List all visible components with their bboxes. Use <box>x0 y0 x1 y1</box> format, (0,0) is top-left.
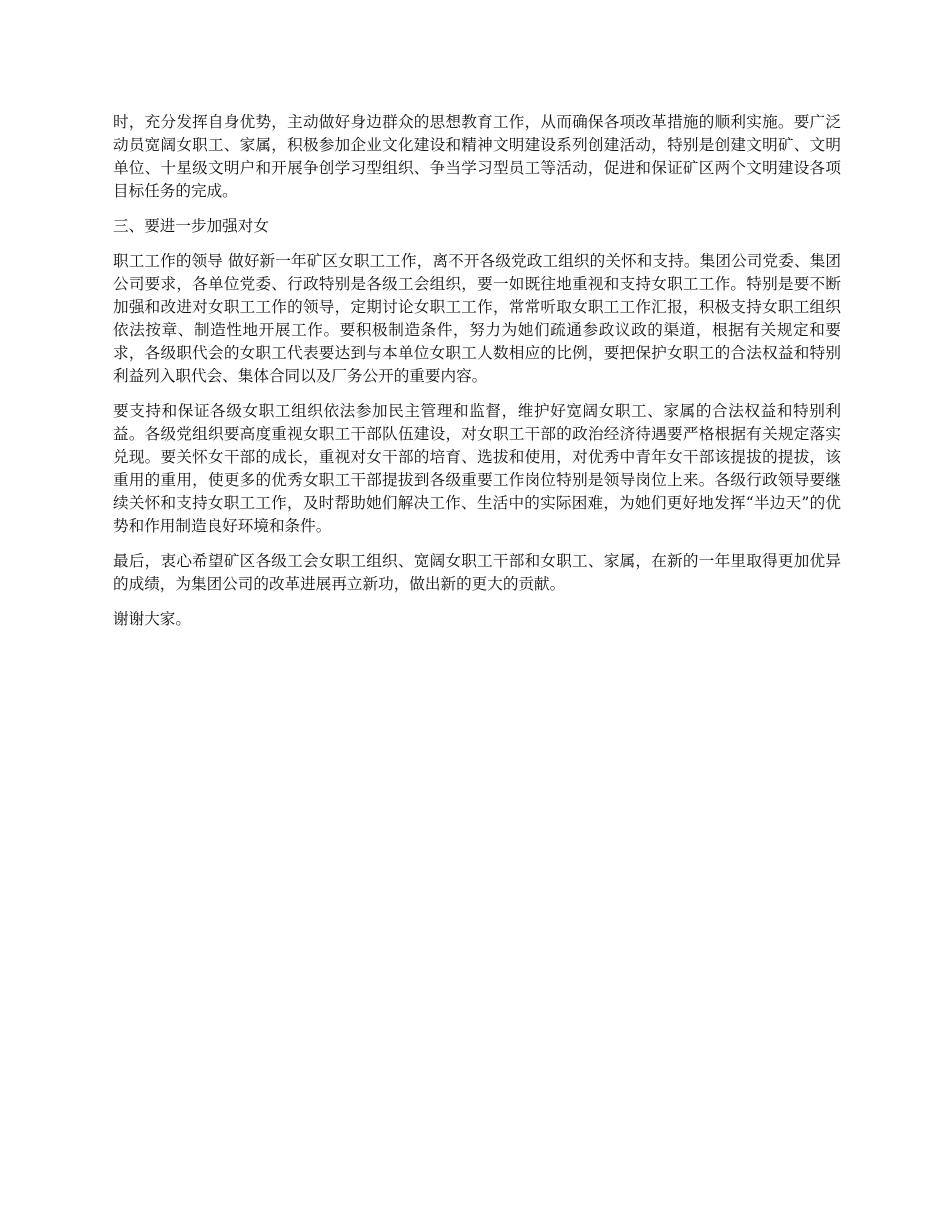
paragraph-continuation: 时，充分发挥自身优势，主动做好身边群众的思想教育工作，从而确保各项改革措施的顺利实施。要广泛动员宽阔女职工、家属，积极参加企业文化建设和精神文明建设系列创建活动，特别是创建文明矿、文明单位、十星级文明户和开展争创学习型组织、争当学习型员工等活动，促进和保证矿区两个文明建设各项目标任务的完成。 <box>113 113 841 200</box>
paragraph-leadership: 职工工作的领导 做好新一年矿区女职工工作，离不开各级党政工组织的关怀和支持。集团公司党委、集团公司要求，各单位党委、行政特别是各级工会组织，要一如既往地重视和支持女职工工作。特别是要不断加强和改进对女职工工作的领导，定期讨论女职工工作，常常听取女职工工作汇报，积极支持女职工组织依法按章、制造性地开展工作。要积极制造条件，努力为她们疏通参政议政的渠道，根据有关规定和要求，各级职代会的女职工代表要达到与本单位女职工人数相应的比例，要把保护女职工的合法权益和特别利益列入职代会、集体合同以及厂务公开的重要内容。 <box>113 252 841 385</box>
paragraph-closing: 最后，衷心希望矿区各级工会女职工组织、宽阔女职工干部和女职工、家属，在新的一年里取得更加优异的成绩，为集团公司的改革进展再立新功，做出新的更大的贡献。 <box>113 552 841 593</box>
paragraph-support: 要支持和保证各级女职工组织依法参加民主管理和监督，维护好宽阔女职工、家属的合法权益和特别利益。各级党组织要高度重视女职工干部队伍建设，对女职工干部的政治经济待遇要严格根据有关规定落实兑现。要关怀女干部的成长，重视对女干部的培育、选拔和使用，对优秀中青年女干部该提拔的提拔，该重用的重用，使更多的优秀女职工干部提拔到各级重要工作岗位特别是领导岗位上来。各级行政领导要继续关怀和支持女职工工作，及时帮助她们解决工作、生活中的实际困难，为她们更好地发挥“半边天”的优势和作用制造良好环境和条件。 <box>113 402 841 535</box>
document-body <box>113 111 841 643</box>
paragraph-thanks: 谢谢大家。 <box>113 610 191 628</box>
section-heading: 三、要进一步加强对女 <box>113 217 269 235</box>
